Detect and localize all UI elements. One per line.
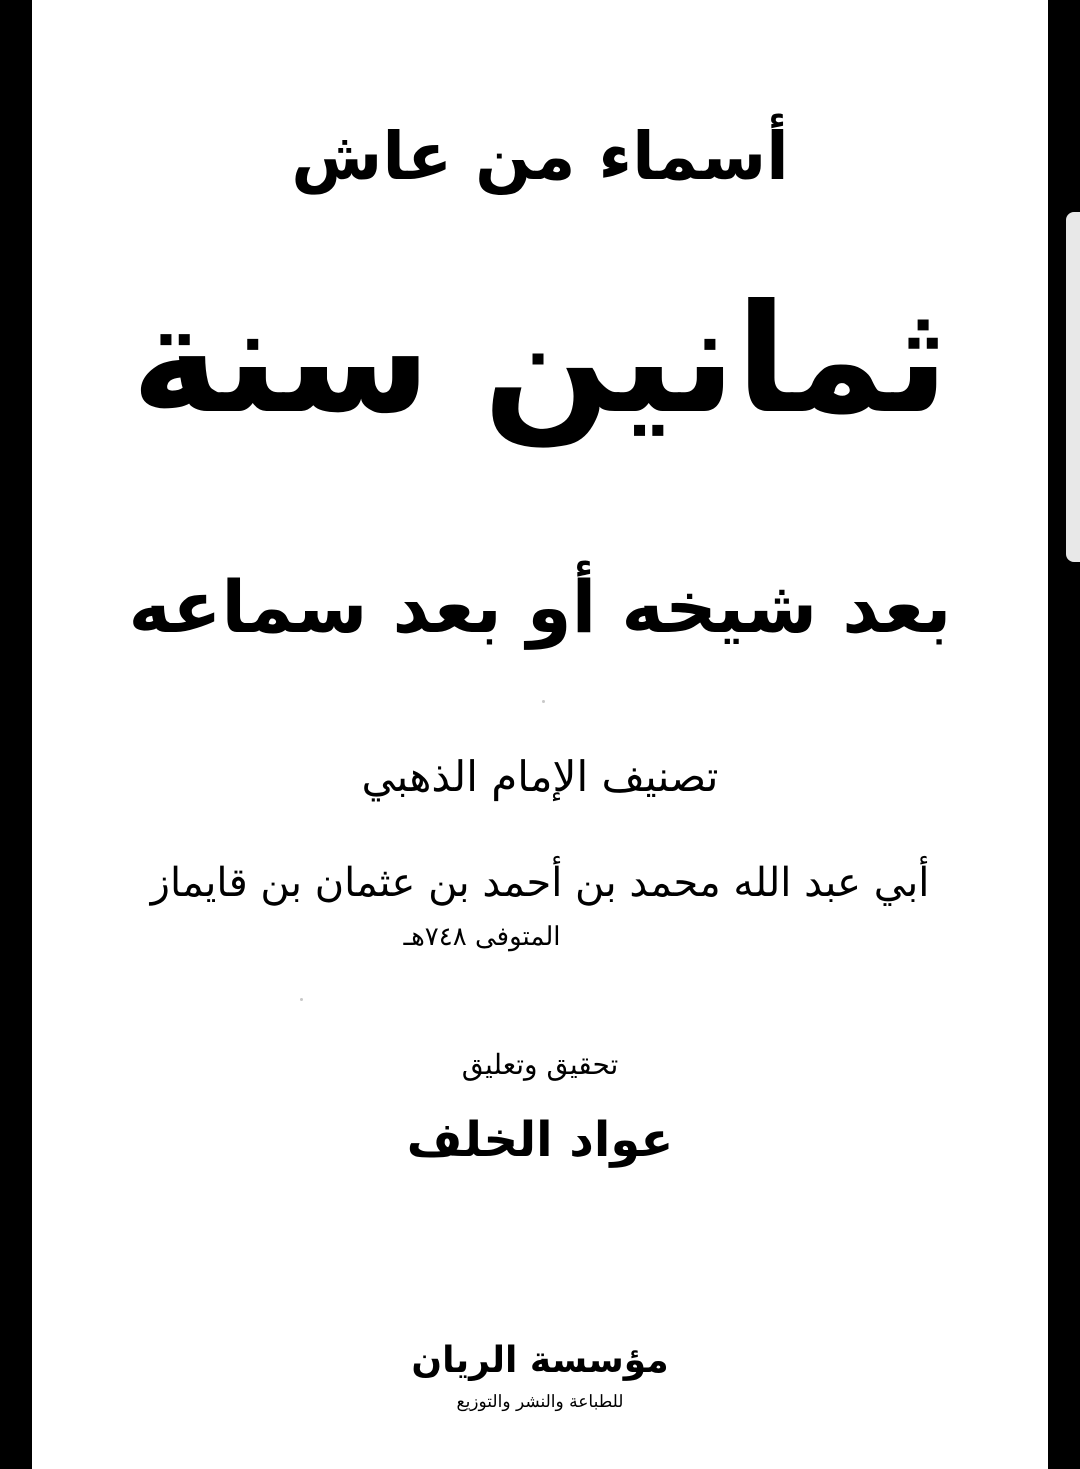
scroll-handle[interactable]	[1066, 212, 1080, 562]
pre-title: أسماء من عاش	[291, 118, 789, 195]
publisher-tagline: للطباعة والنشر والتوزيع	[456, 1392, 624, 1412]
death-note: المتوفى ٧٤٨هـ	[403, 922, 561, 952]
book-subtitle: بعد شيخه أو بعد سماعه	[128, 565, 952, 649]
paper-speck	[300, 998, 303, 1001]
book-cover-page	[32, 0, 1048, 1469]
author-name: أبي عبد الله محمد بن أحمد بن عثمان بن قايماز	[150, 860, 930, 906]
book-title: ثمانين سنة	[131, 273, 949, 447]
author-label: تصنيف الإمام الذهبي	[361, 752, 719, 801]
paper-speck	[542, 700, 545, 703]
editor-label: تحقيق وتعليق	[461, 1048, 619, 1081]
publisher-name: مؤسسة الريان	[411, 1340, 669, 1381]
editor-name: عواد الخلف	[406, 1112, 674, 1168]
